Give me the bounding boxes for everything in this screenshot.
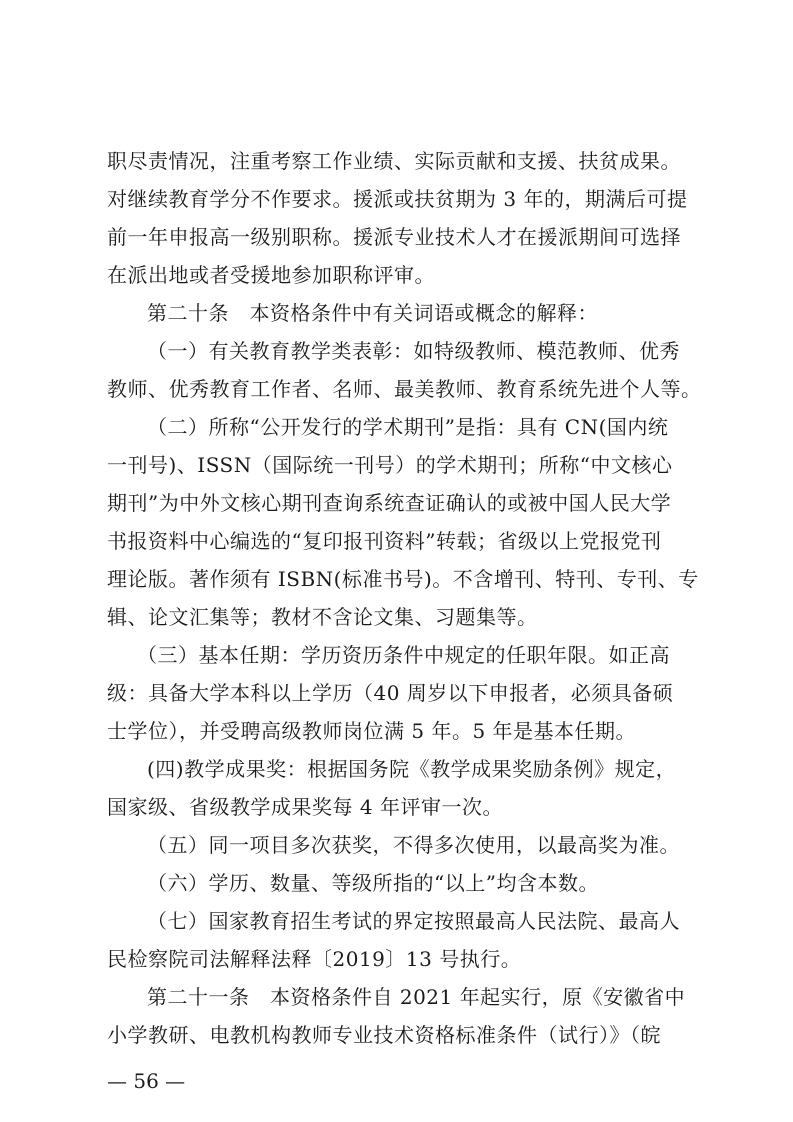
- item-3-line-1: （三）基本任期：学历资历条件中规定的任职年限。如正高: [137, 643, 670, 667]
- article-21-line-1: 第二十一条 本资格条件自 2021 年起实行，原《安徽省中: [147, 985, 686, 1009]
- item-4-line-2: 国家级、省级教学成果奖每 4 年评审一次。: [107, 795, 503, 819]
- article-21-line-2: 小学教研、电教机构教师专业技术资格标准条件（试行）》（皖: [107, 1023, 661, 1047]
- text-line-4: 在派出地或者受援地参加职称评审。: [107, 263, 435, 287]
- article-20-heading: 第二十条 本资格条件中有关词语或概念的解释：: [147, 301, 598, 325]
- item-7-line-1: （七）国家教育招生考试的界定按照最高人民法院、最高人: [147, 909, 680, 933]
- item-7-line-2: 民检察院司法解释法释〔2019〕13 号执行。: [107, 947, 522, 971]
- item-2-line-1: （二）所称“公开发行的学术期刊”是指：具有 CN(国内统: [147, 415, 669, 439]
- item-2-line-6: 辑、论文汇集等；教材不含论文集、习题集等。: [107, 605, 538, 629]
- item-4-line-1: (四)教学成果奖：根据国务院《教学成果奖励条例》规定，: [147, 757, 677, 781]
- item-2-line-5: 理论版。著作须有 ISBN(标准书号)。不含增刊、特刊、专刊、专: [107, 567, 699, 591]
- item-3-line-2: 级：具备大学本科以上学历（40 周岁以下申报者，必须具备硕: [107, 681, 674, 705]
- item-1-line-1: （一）有关教育教学类表彰：如特级教师、模范教师、优秀: [147, 339, 680, 363]
- text-line-2: 对继续教育学分不作要求。援派或扶贫期为 3 年的，期满后可提: [107, 187, 688, 211]
- item-6-line-1: （六）学历、数量、等级所指的“以上”均含本数。: [147, 871, 599, 895]
- text-line-3: 前一年申报高一级别职称。援派专业技术人才在援派期间可选择: [107, 225, 681, 249]
- item-1-line-2: 教师、优秀教育工作者、名师、最美教师、教育系统先进个人等。: [107, 377, 702, 401]
- item-5-line-1: （五）同一项目多次获奖，不得多次使用，以最高奖为准。: [147, 833, 680, 857]
- item-2-line-3: 期刊”为中外文核心期刊查询系统查证确认的或被中国人民大学: [107, 491, 672, 515]
- item-2-line-4: 书报资料中心编选的“复印报刊资料”转载；省级以上党报党刊: [107, 529, 662, 553]
- item-2-line-2: 一刊号)、ISSN（国际统一刊号）的学术期刊；所称“中文核心: [107, 453, 673, 477]
- item-3-line-3: 士学位），并受聘高级教师岗位满 5 年。5 年是基本任期。: [107, 719, 637, 743]
- text-line-1: 职尽责情况，注重考察工作业绩、实际贡献和支援、扶贫成果。: [107, 149, 681, 173]
- page-number: — 56 —: [107, 1069, 186, 1093]
